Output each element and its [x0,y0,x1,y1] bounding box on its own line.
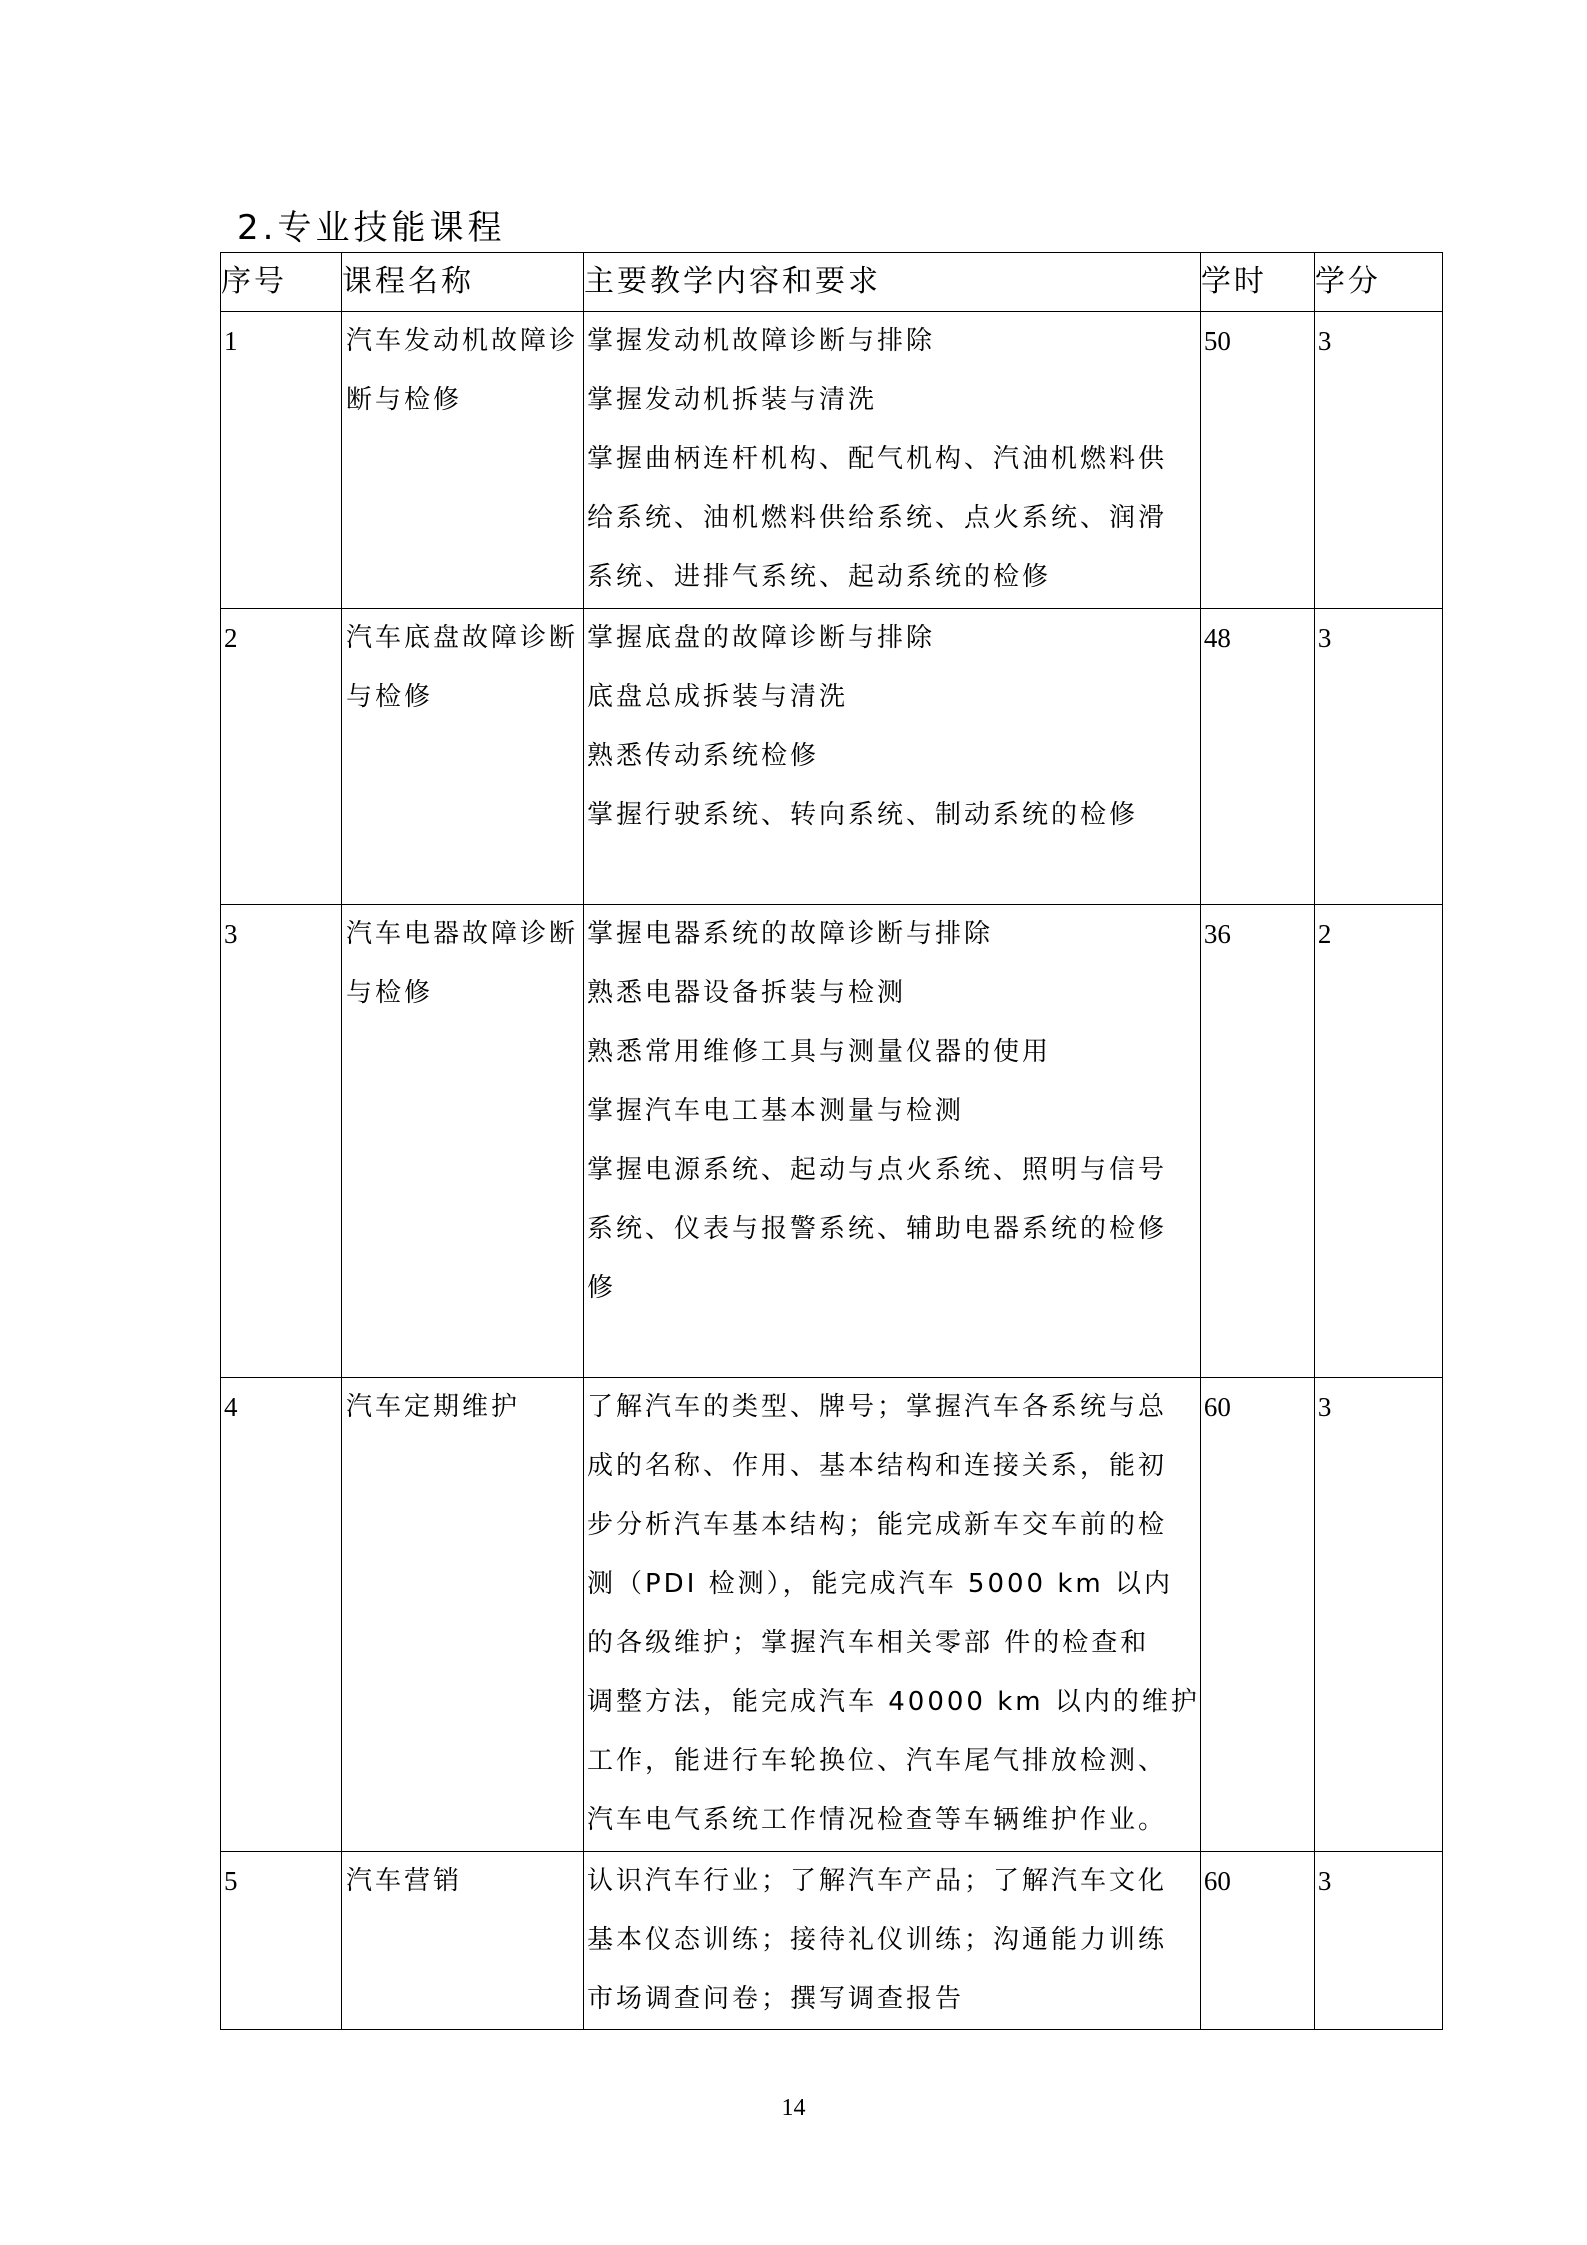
content-line: 系统、仪表与报警系统、辅助电器系统的检修 [587,1214,1168,1244]
row-index: 5 [221,1852,342,2030]
content-line: 汽车电气系统工作情况检查等车辆维护作业。 [587,1805,1168,1835]
content-line: 市场调查问卷；撰写调查报告 [587,1984,965,2014]
table-row [221,1378,1443,1852]
course-name [342,609,584,905]
content-line: 掌握发动机故障诊断与排除 [587,326,936,356]
course-hours: 60 [1200,1378,1314,1852]
course-name-line: 汽车电器故障诊断 [346,919,579,949]
header-index: 序号 [221,253,342,312]
course-name [342,312,584,609]
content-line: 给系统、油机燃料供给系统、点火系统、润滑 [587,503,1168,533]
content-line: 掌握曲柄连杆机构、配气机构、汽油机燃料供 [587,444,1168,474]
content-line: 认识汽车行业；了解汽车产品；了解汽车文化 [587,1866,1168,1896]
content-line: 掌握发动机拆装与清洗 [587,385,878,415]
course-name [342,1378,584,1852]
course-name-line: 汽车发动机故障诊 [346,326,579,356]
course-name-line: 汽车营销 [346,1866,463,1896]
page-number: 14 [781,2095,806,2121]
header-hours: 学时 [1200,253,1314,312]
content-line: 基本仪态训练；接待礼仪训练；沟通能力训练 [587,1925,1168,1955]
course-credits: 2 [1314,905,1442,1378]
header-course-name: 课程名称 [342,253,584,312]
course-hours: 60 [1200,1852,1314,2030]
row-index: 3 [221,905,342,1378]
table-row [221,609,1443,905]
content-line: 掌握底盘的故障诊断与排除 [587,623,936,653]
table-row [221,905,1443,1378]
row-index: 2 [221,609,342,905]
content-line: 掌握汽车电工基本测量与检测 [587,1096,965,1126]
content-line: 成的名称、作用、基本结构和连接关系，能初 [587,1451,1168,1481]
row-index: 4 [221,1378,342,1852]
course-name-line: 与检修 [346,978,434,1008]
course-credits: 3 [1314,1852,1442,2030]
course-hours: 50 [1200,312,1314,609]
course-content [584,1378,1201,1852]
course-credits: 3 [1314,609,1442,905]
course-content [584,905,1201,1378]
course-name-line: 汽车底盘故障诊断 [346,623,579,653]
row-index: 1 [221,312,342,609]
table-row [221,1852,1443,2030]
content-line: 熟悉常用维修工具与测量仪器的使用 [587,1037,1052,1067]
course-name-line: 汽车定期维护 [346,1392,521,1422]
content-line: 步分析汽车基本结构；能完成新车交车前的检 [587,1510,1168,1540]
course-hours: 48 [1200,609,1314,905]
course-content [584,1852,1201,2030]
course-name [342,1852,584,2030]
content-line: 测（PDI 检测），能完成汽车 5000 km 以内 [587,1569,1173,1599]
course-table [220,252,1443,2030]
content-line: 系统、进排气系统、起动系统的检修 [587,562,1052,592]
content-line: 底盘总成拆装与清洗 [587,682,849,712]
course-content [584,312,1201,609]
course-name-line: 与检修 [346,682,434,712]
content-line: 修 [587,1273,617,1303]
content-line: 了解汽车的类型、牌号；掌握汽车各系统与总 [587,1392,1168,1422]
content-line: 调整方法，能完成汽车 40000 km 以内的维护 [587,1687,1200,1717]
table-row [221,312,1443,609]
content-line: 熟悉传动系统检修 [587,741,820,771]
course-name [342,905,584,1378]
course-credits: 3 [1314,1378,1442,1852]
content-line: 掌握电源系统、起动与点火系统、照明与信号 [587,1155,1168,1185]
content-line: 掌握电器系统的故障诊断与排除 [587,919,994,949]
content-line: 掌握行驶系统、转向系统、制动系统的检修 [587,800,1139,830]
course-credits: 3 [1314,312,1442,609]
content-line: 的各级维护；掌握汽车相关零部 件的检查和 [587,1628,1150,1658]
header-content: 主要教学内容和要求 [584,253,1201,312]
content-line: 工作，能进行车轮换位、汽车尾气排放检测、 [587,1746,1168,1776]
course-content [584,609,1201,905]
course-hours: 36 [1200,905,1314,1378]
content-line: 熟悉电器设备拆装与检测 [587,978,907,1008]
table-header-row [221,253,1443,312]
section-title: 2.专业技能课程 [237,208,506,248]
header-credits: 学分 [1314,253,1442,312]
course-name-line: 断与检修 [346,385,463,415]
